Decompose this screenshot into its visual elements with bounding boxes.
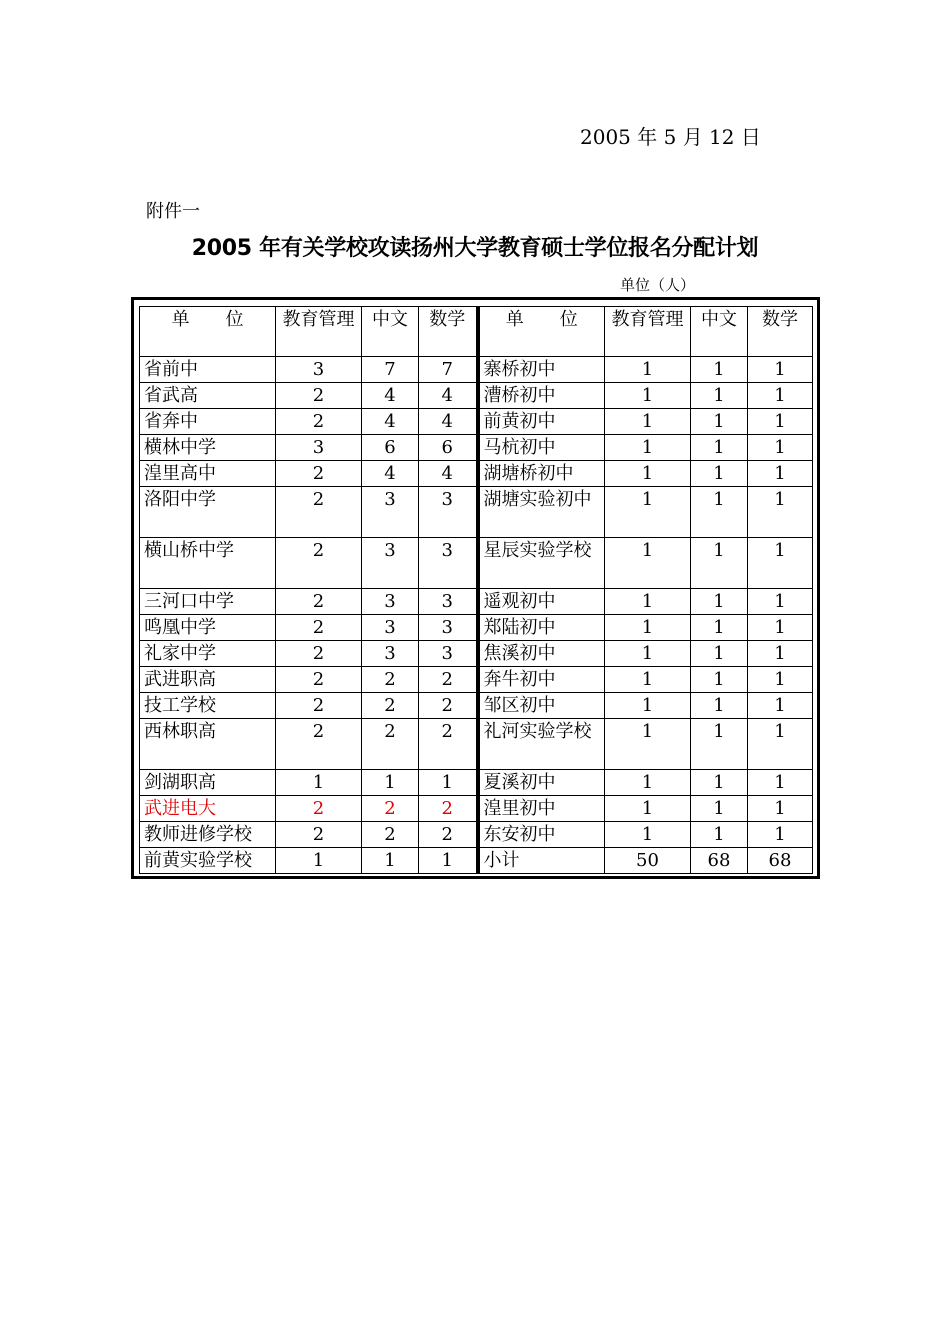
table-row [140,641,813,667]
left-edu-mgmt-cell: 2 [276,383,362,409]
left-name-cell: 三河口中学 [140,589,276,615]
right-math-cell: 1 [748,589,813,615]
left-math-cell: 1 [419,848,478,874]
right-name-cell: 焦溪初中 [478,641,605,667]
right-chinese-cell: 1 [691,487,748,538]
left-name-cell: 武进电大 [140,796,276,822]
left-math-cell: 4 [419,383,478,409]
table-row [140,461,813,487]
left-math-cell: 3 [419,487,478,538]
header-math-left: 数学 [419,307,478,357]
table-row [140,719,813,770]
right-edu-mgmt-cell: 1 [605,357,691,383]
left-name-cell: 横林中学 [140,435,276,461]
left-name-cell: 省奔中 [140,409,276,435]
table-row [140,383,813,409]
left-math-cell: 4 [419,409,478,435]
header-edu-mgmt-right: 教育管理 [605,307,691,357]
right-math-cell: 1 [748,383,813,409]
right-name-cell: 寨桥初中 [478,357,605,383]
left-math-cell: 3 [419,615,478,641]
right-chinese-cell: 1 [691,589,748,615]
right-math-cell: 1 [748,770,813,796]
right-edu-mgmt-cell: 1 [605,615,691,641]
left-math-cell: 3 [419,641,478,667]
left-edu-mgmt-cell: 2 [276,719,362,770]
left-math-cell: 3 [419,589,478,615]
left-edu-mgmt-cell: 2 [276,667,362,693]
left-math-cell: 3 [419,538,478,589]
left-chinese-cell: 3 [362,487,419,538]
right-edu-mgmt-cell: 1 [605,822,691,848]
right-chinese-cell: 1 [691,538,748,589]
left-math-cell: 2 [419,719,478,770]
attachment-label: 附件一 [146,201,200,222]
document-title: 2005 年有关学校攻读扬州大学教育硕士学位报名分配计划 [191,236,759,261]
right-chinese-cell: 1 [691,357,748,383]
right-name-cell: 奔牛初中 [478,667,605,693]
right-edu-mgmt-cell: 1 [605,461,691,487]
left-chinese-cell: 3 [362,615,419,641]
left-edu-mgmt-cell: 2 [276,822,362,848]
left-math-cell: 1 [419,770,478,796]
right-chinese-cell: 1 [691,796,748,822]
right-edu-mgmt-cell: 1 [605,409,691,435]
table-row [140,848,813,874]
right-name-cell: 郑陆初中 [478,615,605,641]
right-math-cell: 68 [748,848,813,874]
header-unit-left: 单 位 [140,307,276,357]
left-edu-mgmt-cell: 2 [276,589,362,615]
table-row [140,589,813,615]
left-math-cell: 2 [419,822,478,848]
right-edu-mgmt-cell: 50 [605,848,691,874]
right-math-cell: 1 [748,357,813,383]
unit-note: 单位（人） [620,276,696,294]
left-math-cell: 6 [419,435,478,461]
right-name-cell: 湟里初中 [478,796,605,822]
left-math-cell: 4 [419,461,478,487]
table-row [140,693,813,719]
document-date: 2005 年 5 月 12 日 [580,125,761,149]
right-edu-mgmt-cell: 1 [605,693,691,719]
left-math-cell: 2 [419,667,478,693]
table-header-row [140,307,813,357]
right-name-cell: 夏溪初中 [478,770,605,796]
right-edu-mgmt-cell: 1 [605,667,691,693]
left-chinese-cell: 4 [362,383,419,409]
right-math-cell: 1 [748,615,813,641]
left-name-cell: 省前中 [140,357,276,383]
left-edu-mgmt-cell: 2 [276,487,362,538]
right-name-cell: 湖塘实验初中 [478,487,605,538]
left-chinese-cell: 1 [362,848,419,874]
right-edu-mgmt-cell: 1 [605,435,691,461]
right-math-cell: 1 [748,667,813,693]
right-edu-mgmt-cell: 1 [605,487,691,538]
right-name-cell: 邹区初中 [478,693,605,719]
right-math-cell: 1 [748,719,813,770]
left-name-cell: 礼家中学 [140,641,276,667]
left-chinese-cell: 6 [362,435,419,461]
table-row [140,667,813,693]
left-name-cell: 西林职高 [140,719,276,770]
left-edu-mgmt-cell: 1 [276,770,362,796]
right-math-cell: 1 [748,461,813,487]
left-chinese-cell: 3 [362,641,419,667]
right-math-cell: 1 [748,487,813,538]
header-chinese-left: 中文 [362,307,419,357]
right-math-cell: 1 [748,822,813,848]
header-math-right: 数学 [748,307,813,357]
left-edu-mgmt-cell: 2 [276,461,362,487]
right-math-cell: 1 [748,538,813,589]
left-chinese-cell: 2 [362,822,419,848]
right-name-cell: 漕桥初中 [478,383,605,409]
left-chinese-cell: 2 [362,693,419,719]
left-math-cell: 7 [419,357,478,383]
left-math-cell: 2 [419,693,478,719]
table-row [140,796,813,822]
table-row [140,409,813,435]
right-name-cell: 星辰实验学校 [478,538,605,589]
left-chinese-cell: 4 [362,461,419,487]
right-math-cell: 1 [748,693,813,719]
right-name-cell: 遥观初中 [478,589,605,615]
right-name-cell: 湖塘桥初中 [478,461,605,487]
table-row [140,357,813,383]
right-math-cell: 1 [748,796,813,822]
right-math-cell: 1 [748,435,813,461]
right-chinese-cell: 1 [691,822,748,848]
left-edu-mgmt-cell: 2 [276,693,362,719]
left-edu-mgmt-cell: 2 [276,538,362,589]
right-chinese-cell: 1 [691,461,748,487]
left-edu-mgmt-cell: 1 [276,848,362,874]
right-math-cell: 1 [748,409,813,435]
left-name-cell: 鸣凰中学 [140,615,276,641]
left-edu-mgmt-cell: 2 [276,796,362,822]
left-chinese-cell: 2 [362,796,419,822]
left-name-cell: 武进职高 [140,667,276,693]
right-edu-mgmt-cell: 1 [605,719,691,770]
left-edu-mgmt-cell: 2 [276,409,362,435]
left-chinese-cell: 2 [362,667,419,693]
left-chinese-cell: 4 [362,409,419,435]
left-name-cell: 湟里高中 [140,461,276,487]
right-edu-mgmt-cell: 1 [605,796,691,822]
left-name-cell: 技工学校 [140,693,276,719]
left-name-cell: 省武高 [140,383,276,409]
right-chinese-cell: 1 [691,409,748,435]
right-edu-mgmt-cell: 1 [605,589,691,615]
header-chinese-right: 中文 [691,307,748,357]
right-chinese-cell: 1 [691,693,748,719]
allocation-table-frame [131,297,820,879]
left-name-cell: 剑湖职高 [140,770,276,796]
right-chinese-cell: 1 [691,641,748,667]
left-edu-mgmt-cell: 2 [276,615,362,641]
right-edu-mgmt-cell: 1 [605,383,691,409]
right-chinese-cell: 1 [691,667,748,693]
left-math-cell: 2 [419,796,478,822]
header-edu-mgmt-left: 教育管理 [276,307,362,357]
right-chinese-cell: 1 [691,435,748,461]
table-row [140,615,813,641]
table-row [140,822,813,848]
left-edu-mgmt-cell: 2 [276,641,362,667]
table-row [140,538,813,589]
left-name-cell: 洛阳中学 [140,487,276,538]
table-row [140,770,813,796]
header-unit-right: 单 位 [478,307,605,357]
right-chinese-cell: 1 [691,719,748,770]
left-chinese-cell: 1 [362,770,419,796]
right-name-cell: 礼河实验学校 [478,719,605,770]
left-chinese-cell: 3 [362,538,419,589]
right-chinese-cell: 1 [691,615,748,641]
left-name-cell: 横山桥中学 [140,538,276,589]
left-name-cell: 教师进修学校 [140,822,276,848]
table-row [140,487,813,538]
right-math-cell: 1 [748,641,813,667]
right-chinese-cell: 68 [691,848,748,874]
left-chinese-cell: 7 [362,357,419,383]
left-edu-mgmt-cell: 3 [276,435,362,461]
right-edu-mgmt-cell: 1 [605,641,691,667]
right-name-cell: 东安初中 [478,822,605,848]
table-row [140,435,813,461]
left-edu-mgmt-cell: 3 [276,357,362,383]
left-name-cell: 前黄实验学校 [140,848,276,874]
left-chinese-cell: 2 [362,719,419,770]
allocation-table [139,306,813,874]
right-name-cell: 前黄初中 [478,409,605,435]
right-edu-mgmt-cell: 1 [605,770,691,796]
right-chinese-cell: 1 [691,383,748,409]
right-name-cell: 小计 [478,848,605,874]
right-name-cell: 马杭初中 [478,435,605,461]
left-chinese-cell: 3 [362,589,419,615]
right-chinese-cell: 1 [691,770,748,796]
right-edu-mgmt-cell: 1 [605,538,691,589]
